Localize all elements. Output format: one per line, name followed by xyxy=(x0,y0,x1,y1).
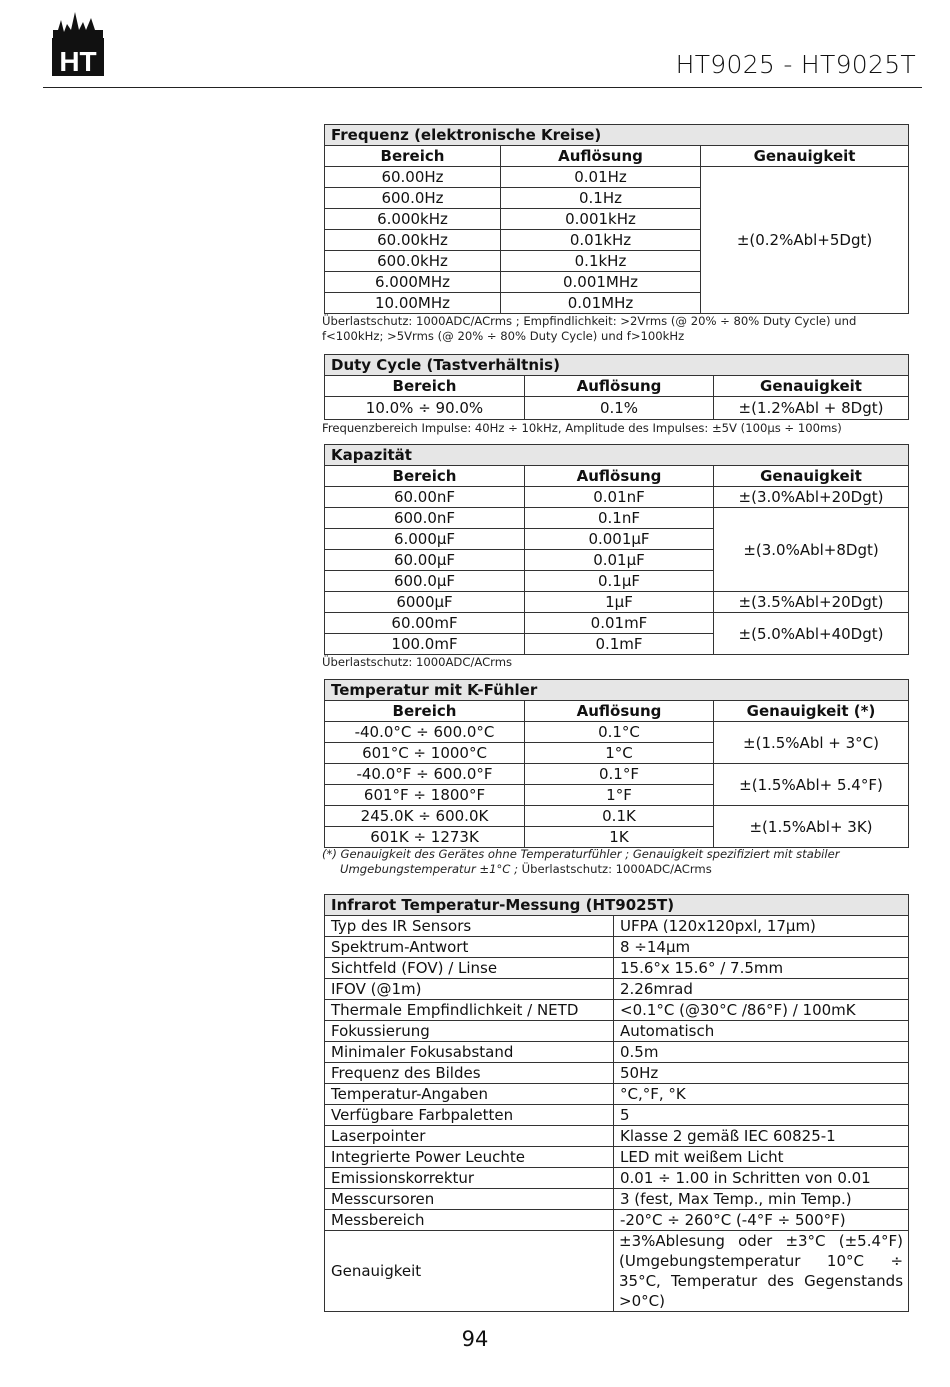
col-range: Bereich xyxy=(325,466,525,487)
param-cell: Messbereich xyxy=(325,1210,614,1231)
col-accuracy: Genauigkeit xyxy=(714,376,909,397)
resolution-cell: 1K xyxy=(525,827,714,848)
resolution-cell: 0.1Hz xyxy=(501,188,701,209)
range-cell: 600.0nF xyxy=(325,508,525,529)
frequency-note-line: Überlastschutz: 1000ADC/ACrms ; Empfindlichkeit: >2Vrms (@ 20% ÷ 80% Duty Cycle) und xyxy=(322,314,857,328)
ht-logo xyxy=(49,8,107,78)
col-range: Bereich xyxy=(325,701,525,722)
range-cell: 601°F ÷ 1800°F xyxy=(325,785,525,806)
resolution-cell: 0.1kHz xyxy=(501,251,701,272)
param-cell: Spektrum-Antwort xyxy=(325,937,614,958)
range-cell: 245.0K ÷ 600.0K xyxy=(325,806,525,827)
table-row xyxy=(325,1210,909,1231)
value-cell: 3 (fest, Max Temp., min Temp.) xyxy=(614,1189,909,1210)
capacitance-note: Überlastschutz: 1000ADC/ACrms xyxy=(322,655,513,669)
logo-text: HT xyxy=(59,46,97,77)
col-range: Bereich xyxy=(325,146,501,167)
table-row xyxy=(325,508,909,529)
range-cell: 60.00mF xyxy=(325,613,525,634)
range-cell: 60.00nF xyxy=(325,487,525,508)
value-cell: UFPA (120x120pxl, 17μm) xyxy=(614,916,909,937)
temperature-note-line: (*) Genauigkeit des Gerätes ohne Temperaturfühler ; Genauigkeit spezifiziert mit stabiler xyxy=(322,847,840,861)
accuracy-cell: ±(5.0%Abl+40Dgt) xyxy=(714,613,909,655)
capacitance-title: Kapazität xyxy=(325,445,909,466)
capacitance-table xyxy=(324,444,909,655)
table-row xyxy=(325,1147,909,1168)
value-cell: ±3%Ablesung oder ±3°C (±5.4°F) (Umgebungstemperatur 10°C ÷ 35°C, Temperatur des Gegenstands >0°C) xyxy=(614,1231,909,1312)
param-cell: Genauigkeit xyxy=(325,1231,614,1312)
resolution-cell: 1μF xyxy=(525,592,714,613)
param-cell: Emissionskorrektur xyxy=(325,1168,614,1189)
range-cell: 60.00Hz xyxy=(325,167,501,188)
value-cell: °C,°F, °K xyxy=(614,1084,909,1105)
range-cell: 6.000kHz xyxy=(325,209,501,230)
accuracy-cell: ±(1.5%Abl+ 5.4°F) xyxy=(714,764,909,806)
table-row xyxy=(325,1021,909,1042)
resolution-cell: 0.001MHz xyxy=(501,272,701,293)
param-cell: Typ des IR Sensors xyxy=(325,916,614,937)
table-row xyxy=(325,1189,909,1210)
range-cell: 60.00kHz xyxy=(325,230,501,251)
resolution-cell: 0.001kHz xyxy=(501,209,701,230)
table-row xyxy=(325,167,909,188)
resolution-cell: 0.1μF xyxy=(525,571,714,592)
infrared-table xyxy=(324,894,909,1312)
param-cell: IFOV (@1m) xyxy=(325,979,614,1000)
col-accuracy: Genauigkeit (*) xyxy=(714,701,909,722)
param-cell: Thermale Empfindlichkeit / NETD xyxy=(325,1000,614,1021)
table-row xyxy=(325,613,909,634)
range-cell: 600.0μF xyxy=(325,571,525,592)
range-cell: 6.000MHz xyxy=(325,272,501,293)
param-cell: Laserpointer xyxy=(325,1126,614,1147)
resolution-cell: 0.1°C xyxy=(525,722,714,743)
param-cell: Frequenz des Bildes xyxy=(325,1063,614,1084)
range-cell: 100.0mF xyxy=(325,634,525,655)
value-cell: 0.5m xyxy=(614,1042,909,1063)
table-row xyxy=(325,1126,909,1147)
range-cell: 10.00MHz xyxy=(325,293,501,314)
table-row xyxy=(325,592,909,613)
range-cell: 601K ÷ 1273K xyxy=(325,827,525,848)
resolution-cell: 0.01μF xyxy=(525,550,714,571)
accuracy-cell: ±(1.2%Abl + 8Dgt) xyxy=(714,397,909,420)
value-cell: 50Hz xyxy=(614,1063,909,1084)
value-cell: 15.6°x 15.6° / 7.5mm xyxy=(614,958,909,979)
table-row xyxy=(325,1042,909,1063)
resolution-cell: 0.1% xyxy=(525,397,714,420)
param-cell: Temperatur-Angaben xyxy=(325,1084,614,1105)
temperature-table xyxy=(324,679,909,848)
accuracy-cell: ±(1.5%Abl+ 3K) xyxy=(714,806,909,848)
resolution-cell: 1°C xyxy=(525,743,714,764)
resolution-cell: 1°F xyxy=(525,785,714,806)
table-row xyxy=(325,916,909,937)
param-cell: Sichtfeld (FOV) / Linse xyxy=(325,958,614,979)
frequency-note-line: f<100kHz; >5Vrms (@ 20% ÷ 80% Duty Cycle) und f>100kHz xyxy=(322,329,685,343)
resolution-cell: 0.01MHz xyxy=(501,293,701,314)
model-title: HT9025 - HT9025T xyxy=(675,50,916,79)
header-divider xyxy=(43,87,922,88)
range-cell: 600.0kHz xyxy=(325,251,501,272)
resolution-cell: 0.01nF xyxy=(525,487,714,508)
range-cell: -40.0°C ÷ 600.0°C xyxy=(325,722,525,743)
table-row xyxy=(325,958,909,979)
temperature-note-line: Umgebungstemperatur ±1°C ; xyxy=(340,862,522,876)
frequency-title: Frequenz (elektronische Kreise) xyxy=(325,125,909,146)
col-range: Bereich xyxy=(325,376,525,397)
frequency-table xyxy=(324,124,909,314)
infrared-title: Infrarot Temperatur-Messung (HT9025T) xyxy=(325,895,909,916)
duty-cycle-table xyxy=(324,354,909,420)
accuracy-cell: ±(3.0%Abl+20Dgt) xyxy=(714,487,909,508)
temperature-title: Temperatur mit K-Fühler xyxy=(325,680,909,701)
value-cell: LED mit weißem Licht xyxy=(614,1147,909,1168)
param-cell: Verfügbare Farbpaletten xyxy=(325,1105,614,1126)
value-cell: 0.01 ÷ 1.00 in Schritten von 0.01 xyxy=(614,1168,909,1189)
table-row xyxy=(325,1000,909,1021)
col-accuracy: Genauigkeit xyxy=(701,146,909,167)
table-row xyxy=(325,764,909,785)
col-resolution: Auflösung xyxy=(525,701,714,722)
value-cell: <0.1°C (@30°C /86°F) / 100mK xyxy=(614,1000,909,1021)
param-cell: Messcursoren xyxy=(325,1189,614,1210)
accuracy-cell: ±(1.5%Abl + 3°C) xyxy=(714,722,909,764)
page-number: 94 xyxy=(461,1327,489,1351)
col-accuracy: Genauigkeit xyxy=(714,466,909,487)
table-row xyxy=(325,937,909,958)
resolution-cell: 0.01mF xyxy=(525,613,714,634)
range-cell: -40.0°F ÷ 600.0°F xyxy=(325,764,525,785)
resolution-cell: 0.01Hz xyxy=(501,167,701,188)
table-row xyxy=(325,487,909,508)
temperature-note-line: Überlastschutz: 1000ADC/ACrms xyxy=(521,862,712,876)
table-row xyxy=(325,1084,909,1105)
range-cell: 601°C ÷ 1000°C xyxy=(325,743,525,764)
value-cell: 2.26mrad xyxy=(614,979,909,1000)
table-row xyxy=(325,722,909,743)
range-cell: 6.000μF xyxy=(325,529,525,550)
temperature-note xyxy=(322,847,912,877)
resolution-cell: 0.1°F xyxy=(525,764,714,785)
resolution-cell: 0.1mF xyxy=(525,634,714,655)
param-cell: Fokussierung xyxy=(325,1021,614,1042)
table-row xyxy=(325,1063,909,1084)
table-row xyxy=(325,1168,909,1189)
range-cell: 10.0% ÷ 90.0% xyxy=(325,397,525,420)
table-row xyxy=(325,979,909,1000)
table-row xyxy=(325,806,909,827)
col-resolution: Auflösung xyxy=(501,146,701,167)
value-cell: -20°C ÷ 260°C (-4°F ÷ 500°F) xyxy=(614,1210,909,1231)
duty-cycle-title: Duty Cycle (Tastverhältnis) xyxy=(325,355,909,376)
resolution-cell: 0.01kHz xyxy=(501,230,701,251)
duty-cycle-note: Frequenzbereich Impulse: 40Hz ÷ 10kHz, Amplitude des Impulses: ±5V (100μs ÷ 100ms) xyxy=(322,421,842,435)
value-cell: Klasse 2 gemäß IEC 60825-1 xyxy=(614,1126,909,1147)
table-row xyxy=(325,397,909,420)
range-cell: 6000μF xyxy=(325,592,525,613)
resolution-cell: 0.1K xyxy=(525,806,714,827)
frequency-note xyxy=(322,314,912,344)
range-cell: 60.00μF xyxy=(325,550,525,571)
col-resolution: Auflösung xyxy=(525,376,714,397)
value-cell: 5 xyxy=(614,1105,909,1126)
table-row xyxy=(325,1105,909,1126)
param-cell: Minimaler Fokusabstand xyxy=(325,1042,614,1063)
value-cell: Automatisch xyxy=(614,1021,909,1042)
value-cell: 8 ÷14μm xyxy=(614,937,909,958)
range-cell: 600.0Hz xyxy=(325,188,501,209)
accuracy-cell: ±(3.5%Abl+20Dgt) xyxy=(714,592,909,613)
table-row xyxy=(325,1231,909,1312)
accuracy-cell: ±(3.0%Abl+8Dgt) xyxy=(714,508,909,592)
resolution-cell: 0.001μF xyxy=(525,529,714,550)
resolution-cell: 0.1nF xyxy=(525,508,714,529)
accuracy-cell: ±(0.2%Abl+5Dgt) xyxy=(701,167,909,314)
col-resolution: Auflösung xyxy=(525,466,714,487)
param-cell: Integrierte Power Leuchte xyxy=(325,1147,614,1168)
